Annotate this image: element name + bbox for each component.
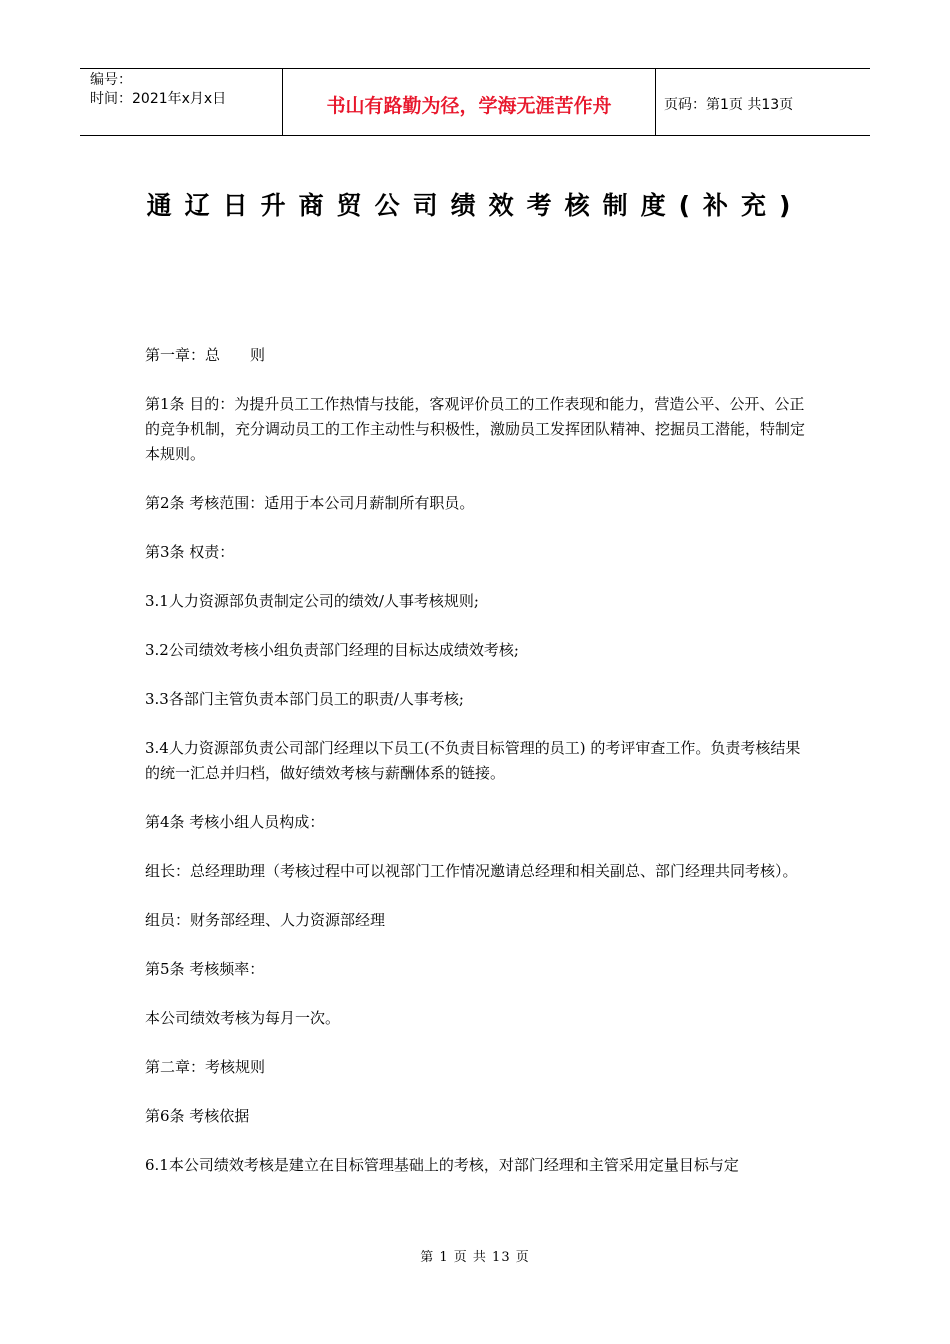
header-motto: 书山有路勤为径，学海无涯苦作舟 (282, 69, 656, 135)
paragraph: 组员：财务部经理、人力资源部经理 (145, 911, 386, 929)
header-meta (80, 69, 282, 135)
page-footer: 第 1 页 共 13 页 (420, 1250, 530, 1265)
time-label: 时间：2021年x月x日 (90, 91, 227, 107)
paragraph: 3.2公司绩效考核小组负责部门经理的目标达成绩效考核; (145, 641, 519, 659)
chapter-heading: 第一章：总 则 (145, 346, 266, 364)
number-label: 编号： (90, 72, 132, 88)
paragraph: 第1条 目的：为提升员工工作热情与技能，客观评价员工的工作表现和能力，营造公平、公开、公正的竞争机制，充分调动员工的工作主动性与积极性，激励员工发挥团队精神、挖掘员工潜能，特制定本规则。 (145, 395, 806, 463)
paragraph: 第2条 考核范围：适用于本公司月薪制所有职员。 (145, 494, 475, 512)
paragraph: 第5条 考核频率： (145, 960, 265, 978)
chapter-heading: 第二章：考核规则 (145, 1058, 266, 1076)
paragraph: 组长：总经理助理（考核过程中可以视部门工作情况邀请总经理和相关副总、部门经理共同考核）。 (145, 862, 798, 880)
header-page-code: 页码：第1页 共13页 (664, 97, 794, 113)
document-title: 通辽日升商贸公司绩效考核制度(补充) (146, 191, 804, 220)
paragraph: 本公司绩效考核为每月一次。 (145, 1009, 341, 1027)
paragraph: 3.4人力资源部负责公司部门经理以下员工(不负责目标管理的员工) 的考评审查工作。负责考核结果的统一汇总并归档，做好绩效考核与薪酬体系的链接。 (145, 739, 801, 782)
paragraph: 3.1人力资源部负责制定公司的绩效/人事考核规则; (145, 592, 479, 610)
paragraph: 6.1本公司绩效考核是建立在目标管理基础上的考核，对部门经理和主管采用定量目标与定 (145, 1156, 739, 1174)
header-table (80, 68, 870, 136)
document-body (145, 343, 815, 1178)
paragraph: 第6条 考核依据 (145, 1107, 250, 1125)
paragraph: 第4条 考核小组人员构成： (145, 813, 325, 831)
paragraph: 3.3各部门主管负责本部门员工的职责/人事考核; (145, 690, 464, 708)
paragraph: 第3条 权责： (145, 543, 235, 561)
